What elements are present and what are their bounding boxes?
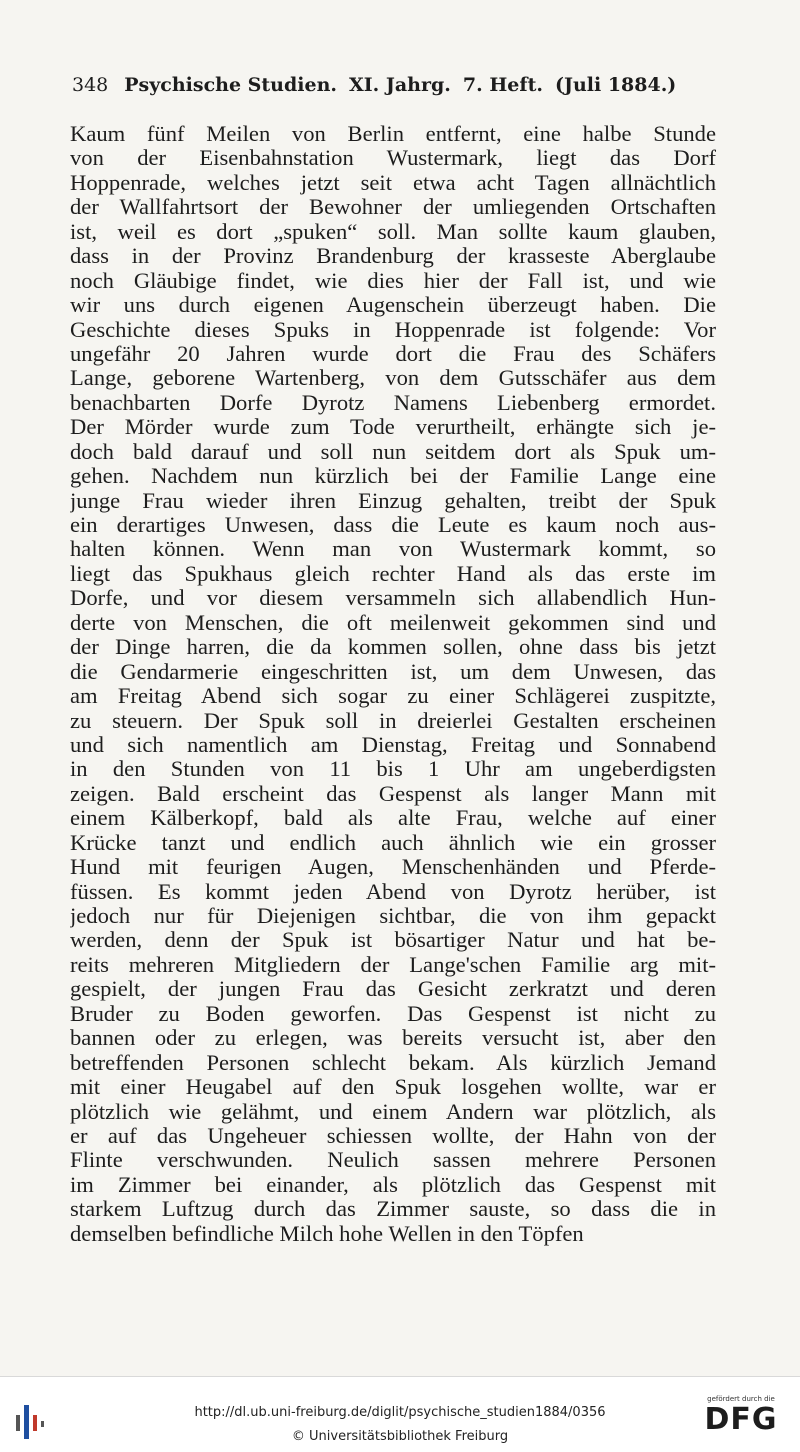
text-line: junge Frau wieder ihren Einzug gehalten, treibt der Spuk — [70, 488, 716, 513]
text-line: von der Eisenbahnstation Wustermark, liegt das Dorf — [70, 146, 716, 171]
text-line: Dorfe, und vor diesem versammeln sich allabendlich Hun- — [70, 586, 716, 611]
text-line: benachbarten Dorfe Dyrotz Namens Liebenberg ermordet. — [70, 390, 716, 415]
text-line: Bruder zu Boden geworfen. Das Gespenst ist nicht zu — [70, 1001, 716, 1026]
text-line: der Dinge harren, die da kommen sollen, ohne dass bis jetzt — [70, 635, 716, 660]
footer-bar — [0, 1376, 800, 1452]
text-line: im Zimmer bei einander, als plötzlich das Gespenst mit — [70, 1172, 716, 1197]
dfg-funding-note: gefördert durch die — [707, 1395, 775, 1403]
text-line: gehen. Nachdem nun kürzlich bei der Familie Lange eine — [70, 464, 716, 489]
body-text — [70, 122, 716, 1246]
text-line: doch bald darauf und soll nun seitdem dort als Spuk um- — [70, 439, 716, 464]
issue: 7. Heft. — [462, 74, 543, 96]
text-line: betreffenden Personen schlecht bekam. Als kürzlich Jemand — [70, 1050, 716, 1075]
text-line: wir uns durch eigenen Augenschein überzeugt haben. Die — [70, 293, 716, 318]
text-line: starkem Luftzug durch das Zimmer sauste, so dass die in — [70, 1197, 716, 1222]
journal-title: Psychische Studien. — [124, 74, 338, 96]
text-line: halten können. Wenn man von Wustermark kommt, so — [70, 537, 716, 562]
text-line: plötzlich wie gelähmt, und einem Andern war plötzlich, als — [70, 1099, 716, 1124]
text-line: demselben befindliche Milch hohe Wellen in den Töpfen — [70, 1221, 584, 1246]
text-line: zu steuern. Der Spuk soll in dreierlei Gestalten erscheinen — [70, 708, 716, 733]
text-line: am Freitag Abend sich sogar zu einer Schlägerei zuspitzte, — [70, 684, 716, 709]
text-line: Lange, geborene Wartenberg, von dem Gutsschäfer aus dem — [70, 366, 716, 391]
dfg-logo — [696, 1395, 786, 1447]
text-line: derte von Menschen, die oft meilenweit gekommen sind und — [70, 610, 716, 635]
text-line: reits mehreren Mitgliedern der Lange'schen Familie arg mit- — [70, 952, 716, 977]
text-line: ungefähr 20 Jahren wurde dort die Frau des Schäfers — [70, 341, 716, 366]
text-line: Hund mit feurigen Augen, Menschenhänden und Pferde- — [70, 855, 716, 880]
text-line: dass in der Provinz Brandenburg der krasseste Aberglaube — [70, 244, 716, 269]
running-header — [72, 74, 677, 96]
text-line: noch Gläubige findet, wie dies hier der Fall ist, und wie — [70, 268, 716, 293]
text-line: jedoch nur für Diejenigen sichtbar, die von ihm gepackt — [70, 904, 716, 928]
text-line: er auf das Ungeheuer schiessen wollte, der Hahn von der — [70, 1123, 716, 1148]
text-line: Der Mörder wurde zum Tode verurtheilt, erhängte sich je- — [70, 415, 716, 440]
text-line: Flinte verschwunden. Neulich sassen mehrere Personen — [70, 1148, 716, 1173]
text-line: gespielt, der jungen Frau das Gesicht zerkratzt und deren — [70, 977, 716, 1002]
copyright-notice: © Universitätsbibliothek Freiburg — [291, 1429, 509, 1444]
dfg-logo-text: DFG — [704, 1402, 778, 1437]
text-line: einem Kälberkopf, bald als alte Frau, welche auf einer — [70, 806, 716, 831]
text-line: ist, weil es dort „spuken“ soll. Man sollte kaum glauben, — [70, 219, 716, 244]
document-url[interactable]: http://dl.ub.uni-freiburg.de/diglit/psychische_studien1884/0356 — [194, 1405, 606, 1420]
text-line: Geschichte dieses Spuks in Hoppenrade ist folgende: Vor — [70, 317, 716, 342]
text-line: zeigen. Bald erscheint das Gespenst als langer Mann mit — [70, 781, 716, 806]
text-line: in den Stunden von 11 bis 1 Uhr am ungeberdigsten — [70, 757, 716, 782]
text-line: Hoppenrade, welches jetzt seit etwa acht Tagen allnächtlich — [70, 170, 716, 195]
page-number: 348 — [72, 74, 109, 96]
volume: XI. Jahrg. — [349, 74, 451, 96]
text-line: und sich namentlich am Dienstag, Freitag und Sonnabend — [70, 732, 716, 757]
text-line: liegt das Spukhaus gleich rechter Hand als das erste im — [70, 561, 716, 586]
text-line: die Gendarmerie eingeschritten ist, um dem Unwesen, das — [70, 659, 716, 684]
text-line: Krücke tanzt und endlich auch ähnlich wie ein grosser — [70, 830, 716, 855]
text-line: mit einer Heugabel auf den Spuk losgehen wollte, war er — [70, 1075, 716, 1100]
text-line: bannen oder zu erlegen, was bereits versucht ist, aber den — [70, 1026, 716, 1051]
text-line: Kaum fünf Meilen von Berlin entfernt, eine halbe Stunde — [70, 122, 716, 146]
text-line: der Wallfahrtsort der Bewohner der umliegenden Ortschaften — [70, 195, 716, 220]
text-line: werden, denn der Spuk ist bösartiger Natur und hat be- — [70, 928, 716, 953]
text-line: füssen. Es kommt jeden Abend von Dyrotz herüber, ist — [70, 879, 716, 904]
text-line: ein derartiges Unwesen, dass die Leute es kaum noch aus- — [70, 513, 716, 537]
issue-date: (Juli 1884.) — [554, 74, 677, 96]
